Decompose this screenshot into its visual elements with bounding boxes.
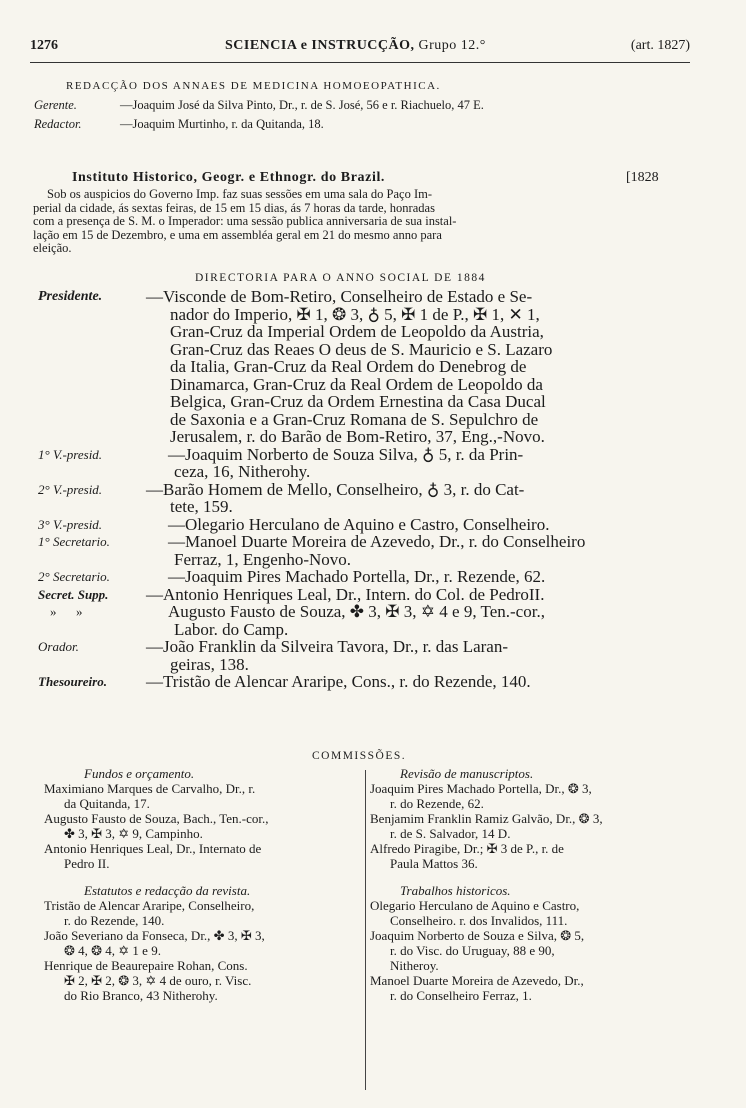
entry-line: da Quitanda, 17. [64, 796, 150, 811]
member-line: Ferraz, 1, Engenho-Novo. [174, 549, 352, 569]
member-line: da Italia, Gran-Cruz da Real Ordem do Denebrog de [170, 357, 527, 376]
page-title-text: SCIENCIA e INSTRUCÇÃO, [225, 38, 415, 53]
member-details [146, 586, 544, 604]
member-details [168, 446, 523, 481]
member-line: Gran-Cruz da Imperial Ordem de Leopoldo da Austria, [170, 322, 544, 341]
entry-line: ✠ 2, ✠ 2, ❂ 3, ✡ 4 de ouro, r. Visc. [64, 973, 252, 988]
redaccao-heading: REDACÇÃO DOS ANNAES DE MEDICINA HOMOEOPATHICA. [66, 80, 441, 92]
commission-title: Trabalhos historicos. [400, 883, 511, 898]
entry-line: Joaquim Norberto de Souza e Silva, ❂ 5, [370, 928, 585, 943]
entry-line: r. do Rezende, 140. [64, 913, 165, 928]
entry-line: r. do Conselheiro Ferraz, 1. [390, 988, 532, 1003]
member-line: nador do Imperio, ✠ 1, ❂ 3, ♁ 5, ✠ 1 de P., ✠ 1, ✕ 1, [170, 304, 540, 324]
member-details [168, 568, 545, 586]
member-line: ceza, 16, Nitherohy. [174, 462, 311, 481]
commission-title: Estatutos e redacção da revista. [84, 883, 251, 898]
commission-title: Revisão de manuscriptos. [400, 766, 534, 781]
page-number: 1276 [30, 38, 58, 53]
desc-line: eleição. [33, 241, 72, 255]
entry-line: ❂ 4, ❂ 4, ✡ 1 e 9. [64, 943, 161, 958]
group-label: Grupo 12.° [418, 38, 486, 53]
member-line: —Joaquim Norberto de Souza Silva, ♁ 5, r. da Prin- [168, 444, 524, 464]
member-role: 3° V.-presid. [38, 516, 103, 532]
member-line: —Antonio Henriques Leal, Dr., Intern. do Col. de PedroII. [146, 584, 545, 604]
member-details [146, 481, 524, 516]
entry-line: do Rio Branco, 43 Nitherohy. [64, 988, 218, 1003]
entry-line: Benjamim Franklin Ramiz Galvão, Dr., ❂ 3, [370, 811, 603, 826]
member-details [168, 516, 549, 534]
gerente-line [34, 98, 484, 113]
gerente-text: —Joaquim José da Silva Pinto, Dr., r. de S. José, 56 e r. Riachuelo, 47 E. [120, 98, 484, 112]
member-entry [38, 533, 678, 568]
entry-line: Nitheroy. [390, 958, 439, 973]
entry-line: Henrique de Beaurepaire Rohan, Cons. [44, 958, 248, 973]
member-role: Secret. Supp. [38, 586, 109, 602]
desc-line: Sob os auspicios do Governo Imp. faz suas sessões em uma sala do Paço Im- [47, 187, 432, 201]
member-entry [38, 586, 678, 604]
member-details [146, 638, 508, 673]
entry-line: Alfredo Piragibe, Dr.; ✠ 3 de P., r. de [370, 841, 564, 856]
entry-line: ✤ 3, ✠ 3, ✡ 9, Campinho. [64, 826, 203, 841]
member-entry [38, 568, 678, 586]
instituto-title: Instituto Historico, Geogr. e Ethnogr. do Brazil. [72, 170, 386, 185]
member-line: Labor. do Camp. [174, 619, 289, 639]
member-line: —Manoel Duarte Moreira de Azevedo, Dr., r. do Conselheiro [168, 532, 586, 551]
instituto-year: [1828 [626, 170, 659, 185]
page-header [30, 38, 690, 60]
member-line: Belgica, Gran-Cruz da Ordem Ernestina da Casa Ducal [170, 392, 546, 411]
instituto-description [33, 188, 669, 256]
member-entry [38, 288, 678, 446]
commissoes-heading: COMMISSÕES. [312, 750, 407, 762]
member-details [146, 288, 552, 446]
redactor-text: —Joaquim Murtinho, r. da Quitanda, 18. [120, 117, 324, 131]
column-divider [365, 770, 366, 1090]
member-entry [38, 638, 678, 673]
member-role: » » [50, 604, 83, 619]
member-entry [38, 603, 678, 638]
commissoes-right-column [370, 766, 690, 1003]
entry-line: Joaquim Pires Machado Portella, Dr., ❂ 3, [370, 781, 592, 796]
member-role: 2° V.-presid. [38, 481, 103, 497]
members-list [38, 288, 678, 691]
member-details [168, 603, 545, 638]
commissoes-left-column [44, 766, 360, 1003]
entry-line: Antonio Henriques Leal, Dr., Internato de [44, 841, 262, 856]
member-details [168, 533, 585, 568]
member-role: 2° Secretario. [38, 569, 110, 584]
gerente-label: Gerente. [34, 98, 77, 112]
member-entry [38, 673, 678, 691]
redactor-label: Redactor. [34, 117, 82, 131]
member-role: 1° Secretario. [38, 534, 110, 549]
header-rule [30, 62, 690, 63]
member-entry [38, 516, 678, 534]
article-ref: (art. 1827) [630, 38, 690, 53]
member-line: geiras, 138. [170, 654, 249, 674]
member-line: —João Franklin da Silveira Tavora, Dr., r. das Laran- [146, 637, 509, 656]
member-role: Orador. [38, 639, 79, 654]
member-entry [38, 446, 678, 481]
entry-line: Maximiano Marques de Carvalho, Dr., r. [44, 781, 256, 796]
member-line: Jerusalem, r. do Barão de Bom-Retiro, 37, Eng.,-Novo. [170, 427, 545, 446]
commission-title: Fundos e orçamento. [84, 766, 195, 781]
entry-line: Conselheiro. r. dos Invalidos, 111. [390, 913, 568, 928]
desc-line: lação em 15 de Dezembro, e uma em assembléa geral em 21 do mesmo anno para [33, 227, 442, 242]
member-entry [38, 481, 678, 516]
member-line: —Tristão de Alencar Araripe, Cons., r. do Rezende, 140. [146, 672, 531, 691]
member-line: —Olegario Herculano de Aquino e Castro, Conselheiro. [168, 514, 550, 534]
member-line: de Saxonia e a Gran-Cruz Romana de S. Sepulchro de [170, 409, 539, 429]
member-line: —Joaquim Pires Machado Portella, Dr., r. Rezende, 62. [168, 567, 546, 586]
member-role: Thesoureiro. [38, 674, 107, 689]
entry-line: r. do Visc. do Uruguay, 88 e 90, [390, 943, 555, 958]
entry-line: Manoel Duarte Moreira de Azevedo, Dr., [370, 973, 584, 988]
entry-line: João Severiano da Fonseca, Dr., ✤ 3, ✠ 3, [44, 928, 265, 943]
member-line: tete, 159. [170, 497, 233, 516]
entry-line: Pedro II. [64, 856, 110, 871]
entry-line: Augusto Fausto de Souza, Bach., Ten.-cor., [44, 811, 269, 826]
entry-line: Tristão de Alencar Araripe, Conselheiro, [44, 898, 255, 913]
entry-line: r. de S. Salvador, 14 D. [390, 826, 511, 841]
page-title [225, 38, 486, 54]
entry-line: Paula Mattos 36. [390, 856, 478, 871]
member-role: 1° V.-presid. [38, 446, 103, 462]
member-line: Dinamarca, Gran-Cruz da Real Ordem de Leopoldo da [170, 374, 543, 394]
member-line: —Visconde de Bom-Retiro, Conselheiro de Estado e Se- [146, 287, 533, 306]
desc-line: com a presença de S. M. o Imperador: uma sessão publica anniversaria de sua instal- [33, 214, 457, 228]
entry-line: r. do Rezende, 62. [390, 796, 484, 811]
redactor-line [34, 117, 324, 132]
member-line: Augusto Fausto de Souza, ✤ 3, ✠ 3, ✡ 4 e 9, Ten.-cor., [168, 602, 545, 621]
member-role: Presidente. [38, 289, 103, 304]
member-details [146, 673, 531, 691]
desc-line: perial da cidade, ás sextas feiras, de 15 em 15 dias, ás 7 horas da tarde, honradas [33, 200, 435, 215]
entry-line: Olegario Herculano de Aquino e Castro, [370, 898, 580, 913]
member-line: Gran-Cruz das Reaes O deus de S. Mauricio e S. Lazaro [170, 339, 553, 359]
directoria-heading: DIRECTORIA PARA O ANNO SOCIAL DE 1884 [195, 272, 486, 284]
member-line: —Barão Homem de Mello, Conselheiro, ♁ 3, r. do Cat- [146, 479, 525, 499]
